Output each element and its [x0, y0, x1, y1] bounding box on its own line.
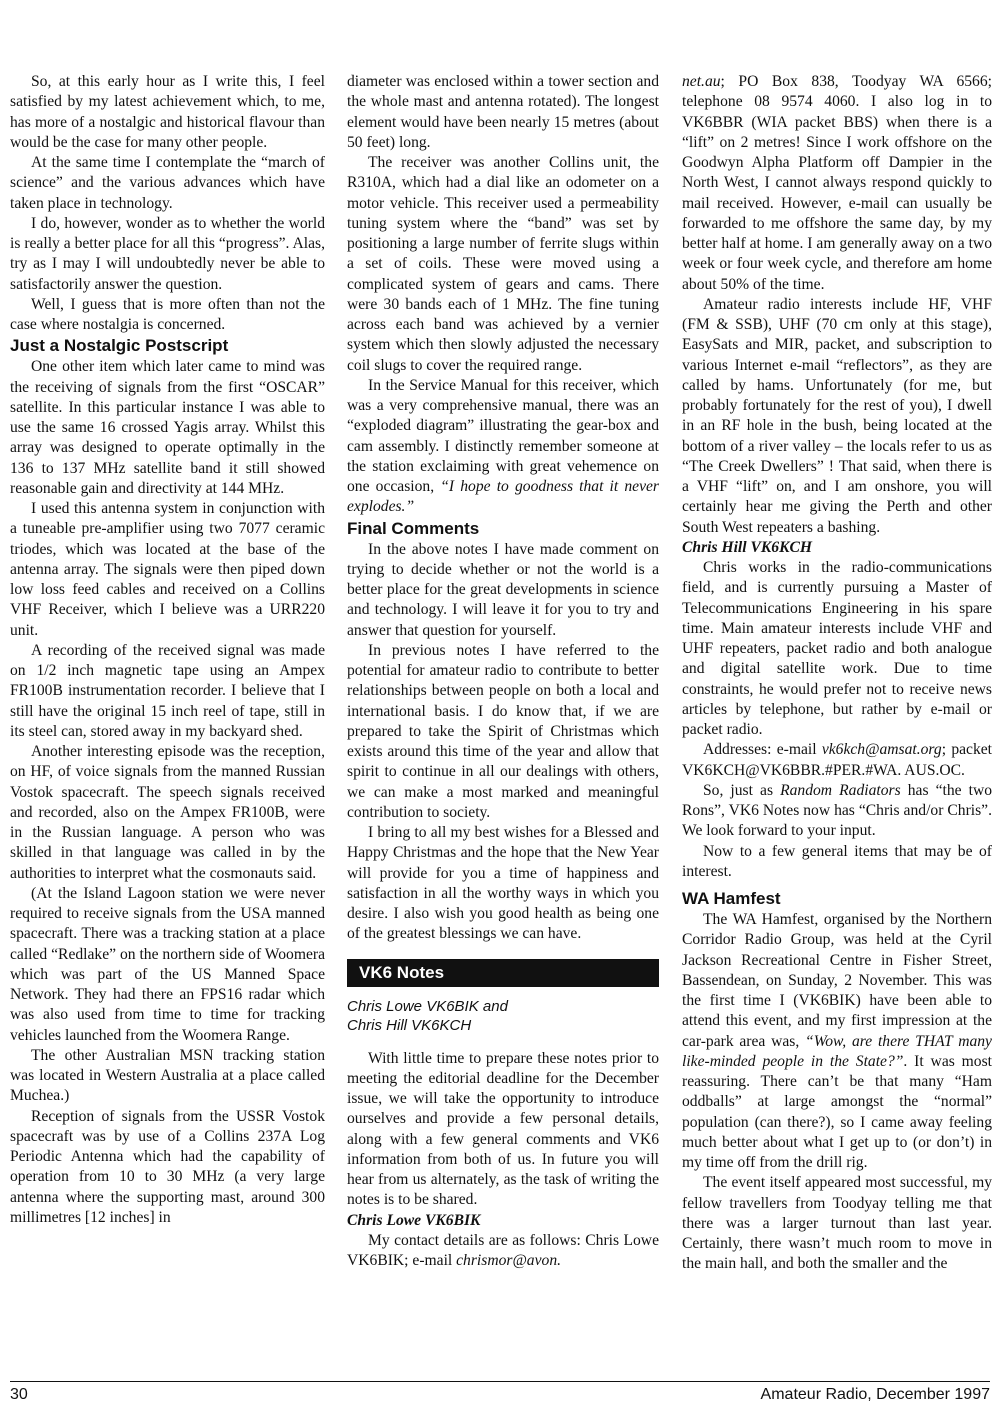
column-title: Random Radiators	[780, 781, 901, 799]
byline-line-1: Chris Lowe VK6BIK and	[347, 997, 508, 1015]
section-heading-final-comments: Final Comments	[347, 518, 480, 538]
quote-text: “I hope to goodness that it never explodes.”	[347, 478, 659, 516]
paragraph: One other item which later came to mind was the receiving of signals from the first “OSCAR” satellite. In this particular instance I was able to use the same 16 crossed Yagis array. Whilst this array was designed to operate optimally in the 136 to 137 MHz satellite band it still showed reasonable gain and directivity at 144 MHz.	[10, 358, 325, 497]
paragraph	[682, 910, 992, 1173]
column-1	[10, 72, 325, 1228]
paragraph: In the above notes I have made comment on trying to decide whether or not the world is a better place for the great developments in science and technology. I will leave it for you to try and answer that question for yourself.	[347, 540, 659, 639]
paragraph-text: In the Service Manual for this receiver, which was a very comprehensive manual, there was an “exploded diagram” illustrating the gear-box and cam assembly. I distinctly remember someone at the station exclaiming with great vehemence on one occasion,	[347, 376, 659, 495]
paragraph: So, at this early hour as I write this, I feel satisfied by my latest achievement which, to me, has more of a nostalgic and historical flavour than would be the case for many other people.	[10, 73, 325, 151]
email-address: vk6kch@amsat.org	[821, 741, 942, 759]
paragraph: A recording of the received signal was made on 1/2 inch magnetic tape using an Ampex FR100B instrumentation recorder. I believe that I still have the original 15 inch reel of tape, still in its steel can, stored away in my backyard shed.	[10, 641, 325, 740]
paragraph-text: So, just as	[703, 781, 781, 799]
section-heading-wa-hamfest: WA Hamfest	[682, 889, 781, 908]
paragraph: diameter was enclosed within a tower section and the whole mast and antenna rotated). The longest element would have been nearly 15 metres (about 50 feet) long.	[347, 73, 659, 151]
page-number: 30	[10, 1386, 28, 1403]
quote-text: “Wow, are there THAT many like-minded people in the State?”	[682, 1032, 992, 1070]
paragraph-text: . It was most reassuring. There can’t be that many “Ham oddballs” at large amongst the “normal” population (can there?), so I came away feeling much better about what I get up to (or don’t) in my time off from the drill rig.	[682, 1052, 992, 1171]
paragraph: The receiver was another Collins unit, the R310A, which had a dial like an odometer on a motor vehicle. This receiver used a permeability tuning system where the “band” was set by positioning a large number of ferrite slugs within a set of coils. These were moved using a complicated system of gears and cams. There were 30 bands each of 1 MHz. The fine tuning across each band was achieved by a vernier system which then slowly adjusted the necessary coil slugs to cover the required range.	[347, 154, 659, 374]
paragraph: Amateur radio interests include HF, VHF (FM & SSB), UHF (70 cm only at this stage), EasySats and MIR, packet, and subscription to various Internet e-mail “reflectors”, as they are called by hams. Unfortunately (for me, but probably fortunately for the rest of you), I dwell in an RF hole in the bush, being located at the bottom of a river valley – the locals refer to us as “The Creek Dwellers” ! That said, when there is a VHF “lift” on, and I am onshore, you will certainly hear me giving the Perth and other South West repeaters a bashing.	[682, 295, 992, 536]
byline	[347, 997, 659, 1035]
paragraph-text: Addresses: e-mail	[703, 741, 822, 759]
paragraph: Well, I guess that is more often than not the case where nostalgia is concerned.	[10, 295, 325, 333]
subheading-chris-hill: Chris Hill VK6KCH	[682, 538, 812, 556]
footer-rule	[10, 1381, 990, 1382]
paragraph-text: ; packet VK6KCH@VK6BBR.#PER.#WA. AUS.OC.	[682, 741, 993, 779]
paragraph: Another interesting episode was the reception, on HF, of voice signals from the manned Russian Vostok spacecraft. The speech signals received and recorded, also on the Ampex FR100B, were in the Russian language. A person who was skilled in that language was called in by the authorities to interpret what the cosmonauts said.	[10, 743, 325, 882]
paragraph	[682, 72, 992, 295]
paragraph: I used this antenna system in conjunction with a tuneable pre-amplifier using two 7077 ceramic triodes, which was located at the base of the antenna array. The signals were then piped down low loss feed cables and received on a Collins VHF Receiver, which I believe was a URR220 unit.	[10, 500, 325, 639]
email-address: chrismor@avon.	[456, 1252, 562, 1269]
section-heading-postscript: Just a Nostalgic Postscript	[10, 336, 229, 356]
paragraph: (At the Island Lagoon station we were never required to receive signals from the USA manned spacecraft. There was a tracking station at a place called “Redlake” on the northern side of Woomera which was part of the US Manned Space Network. They had there an FPS16 radar which was also used from time to time for tracking vehicles launched from the Woomera Range.	[10, 884, 325, 1044]
paragraph: Chris works in the radio-communications field, and is currently pursuing a Master of Telecommunications Engineering in his spare time. Main amateur interests include VHF and UHF repeaters, packet radio and both analogue and digital satellite work. Due to time constraints, he would prefer not to receive news articles by telephone, but rather by e-mail or packet radio.	[682, 559, 992, 738]
paragraph: At the same time I contemplate the “march of science” and the various advances which have taken place in technology.	[10, 154, 325, 212]
paragraph: Now to a few general items that may be of interest.	[682, 842, 992, 880]
column-2	[347, 72, 659, 1271]
paragraph	[347, 376, 659, 518]
paragraph: In previous notes I have referred to the potential for amateur radio to contribute to better relationships between people on both a local and international basis. I do know that, if we are prepared to take the Spirit of Christmas which exists around this time of the year and allow that spirit to continue in all our dealings with others, we can make a most marked and meaningful contribution to society.	[347, 641, 659, 821]
paragraph: With little time to prepare these notes prior to meeting the editorial deadline for the December issue, we will take the opportunity to introduce ourselves and provide a few personal details, along with a few general comments and VK6 information from both of us. In future you will hear from us alternately, as the task of writing the notes is to be shared.	[347, 1049, 659, 1209]
section-banner-vk6-notes: VK6 Notes	[347, 959, 659, 987]
paragraph: I bring to all my best wishes for a Blessed and Happy Christmas and the hope that the New Year will provide for you a time of happiness and satisfaction in all the worthy ways in which you desire. I also wish you good health as being one of the greatest blessings we can have.	[347, 824, 659, 943]
paragraph: The event itself appeared most successful, my fellow travellers from Toodyay telling me that there was a larger turnout than last year. Certainly, there wasn’t much room to move in the main hall, and both the smaller and the	[682, 1174, 992, 1273]
paragraph: The other Australian MSN tracking station was located in Western Australia at a place called Muchea.)	[10, 1046, 325, 1105]
paragraph: Reception of signals from the USSR Vostok spacecraft was by use of a Collins 237A Log Periodic Antenna which had the capability of operation from 10 to 30 MHz (a very large antenna where the supporting mast, around 300 millimetres [12 inches] in	[10, 1107, 325, 1226]
paragraph-text: has “the two Rons”, VK6 Notes now has “Chris and/or Chris”. We look forward to your input.	[682, 781, 992, 840]
paragraph	[682, 740, 992, 781]
paragraph-text: ; PO Box 838, Toodyay WA 6566; telephone 08 9574 4060. I also log in to VK6BBR (WIA packet BBS) when there is a “lift” on 2 metres! Since I work offshore on the Goodwyn Alpha Platform off Dampier in the North West, I cannot always respond quickly to mail received. However, e-mail can usually be forwarded to me offshore the same day, by my better half at home. I am generally away on a two week or four week cycle, and therefore am home about 50% of the time.	[682, 73, 992, 293]
paragraph-text: My contact details are as follows: Chris Lowe VK6BIK; e-mail	[347, 1231, 659, 1269]
byline-line-2: Chris Hill VK6KCH	[347, 1016, 472, 1034]
publication-info: Amateur Radio, December 1997	[760, 1386, 990, 1403]
email-address: net.au	[682, 73, 721, 90]
paragraph	[682, 781, 992, 842]
column-3	[682, 72, 992, 1275]
paragraph	[347, 1231, 659, 1272]
subheading-chris-lowe: Chris Lowe VK6BIK	[347, 1211, 481, 1229]
paragraph: I do, however, wonder as to whether the world is really a better place for all this “progress”. Alas, try as I may I will undoubtedly never be able to satisfactorily answer the question.	[10, 214, 325, 293]
paragraph-text: The WA Hamfest, organised by the Northern Corridor Radio Group, was held at the Cyril Jackson Recreational Centre in Fisher Street, Bassendean, on Sunday, 2 November. This was the first time I (VK6BIK) have been able to attend this event, and my first impression at the car-park area was,	[682, 911, 992, 1050]
